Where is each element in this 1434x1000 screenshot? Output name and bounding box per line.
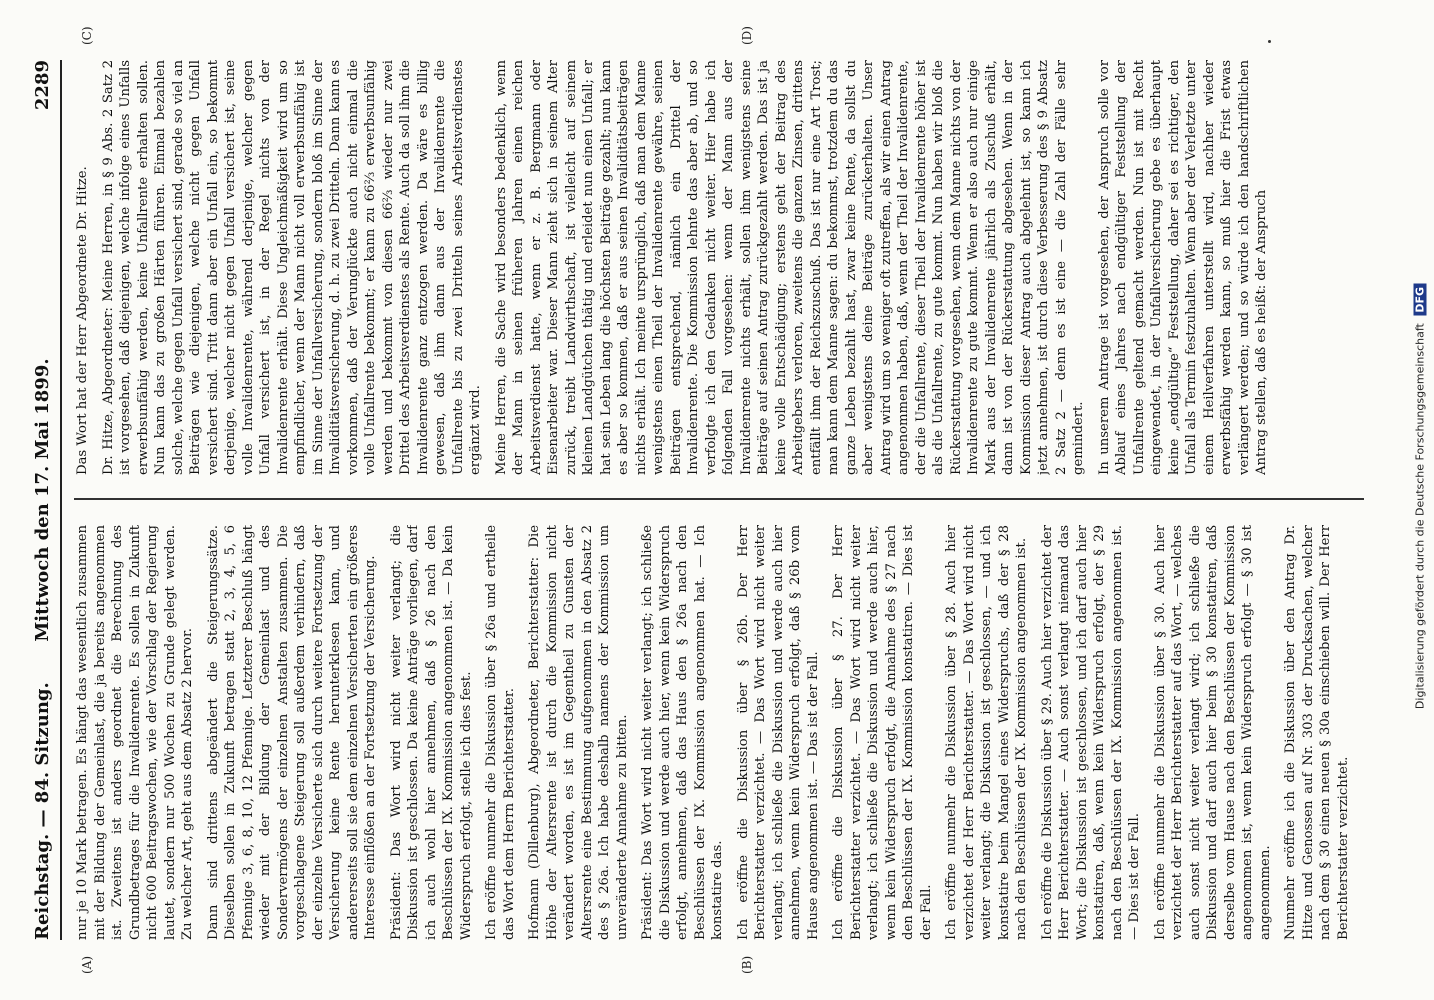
margin-marker-a: (A): [80, 955, 94, 974]
column-divider: [74, 499, 1364, 501]
paragraph: Dann sind drittens abgeändert die Steigerungssätze. Dieselben sollen in Zukunft betragen statt 2, 3, 4, 5, 6 Pfennige 3, 6, 8, 10, 12 Pfennige. Letzterer Beschluß hängt wieder mit der Bildung der Gemeinlast und des Sondervermögens der einzelnen Anstalten zusammen. Die vorgeschlagene Steigerung soll außerdem verhindern, daß der einzelne Versicherte sich durch weitere Fortsetzung der Versicherung keine Rente herunterklesen kann, und andererseits soll sie dem einzelnen Versicherten ein größeres Interesse einflößen an der Fortsetzung der Versicherung.: [205, 525, 378, 940]
left-text-column: [74, 525, 1364, 940]
paragraph: Meine Herren, die Sache wird besonders bedenklich, wenn der Mann in seinen früheren Jahren einen reichen Arbeitsverdienst hatte, wenn er z. B. Bergmann oder Eisenarbeiter war. Dieser Mann zieht sich in seinem Alter zurück, treibt Landwirthschaft, ist vielleicht auf seinem kleinen Landgütchen thätig und erleidet nun einen Unfall; er hat sein Leben lang die höchsten Beiträge gezahlt; nun kann es aber so kommen, daß er aus seinen Invaliditätsbeiträgen nichts erhält. Ich meinte ursprünglich, daß man dem Manne wenigstens einen Theil der Invalidenrente gewähre, seinen Beiträgen entsprechend, nämlich ein Drittel der Invalidenrente. Die Kommission lehnte das aber ab, und so verfolgte ich den Gedanken nicht weiter. Hier habe ich folgenden Fall vorgesehen: wenn der Mann aus der Invalidenrente nichts erhält, sollen ihm wenigstens seine Beiträge auf seinen Antrag zurückgezahlt werden. Das ist ja keine volle Entschädigung; erstens geht der Beitrag des Arbeitgebers verloren, zweitens die ganzen Zinsen, drittens entfällt ihm der Reichszuschuß. Das ist nur eine Art Trost; man kann dem Manne sagen: du bekommst, trotzdem du das ganze Leben bezahlt hast, zwar keine Rente, da sollst du aber wenigstens deine Beiträge zurückerhalten. Unser Antrag wird um so weniger oft zutreffen, als wir einen Antrag angenommen haben, daß, wenn der Theil der Invalidenrente, der die Unfallrente, dieser Theil der Invalidenrente höher ist als die Unfallrente, zu gute kommt. Nun haben wir bloß die Rückerstattung vorgesehen, wenn dem Manne nichts von der Invalidenrente zu gute kommt. Wenn er also auch nur einige Mark aus der Invalidenrente jährlich als Zuschuß erhält, dann ist von der Rückerstattung abgesehen. Wenn in der Kommission dieser Antrag auch abgelehnt ist, so kann ich jetzt annehmen, ist durch diese Verbesserung des § 9 Absatz 2 Satz 2 — denn es ist eine — die Zahl der Fälle sehr gemindert.: [493, 60, 1086, 475]
paragraph: Ich eröffne die Diskussion über § 27. Der Herr Berichterstatter verzichtet. — Das Wort wird nicht weiter verlangt; ich schließe die Diskussion und werde auch hier, wenn kein Widerspruch erfolgt, die Annahme des § 27 nach den Beschlüssen der IX. Kommission konstatiren. — Dies ist der Fall.: [831, 525, 934, 940]
paragraph: In unserem Antrage ist vorgesehen, der Anspruch solle vor Ablauf eines Jahres nach endgültiger Feststellung der Unfallrente geltend gemacht werden. Nun ist mit Recht eingewendet, in der Unfallversicherung gebe es überhaupt keine „endgültige“ Feststellung, daher sei es richtiger, den Unfall als Termin festzuhalten. Wenn aber der Verletzte unter einem Heilverfahren unterstellt wird, nachher wieder erwerbsfähig werden kann, so muß hier die Frist etwas verlängert werden; und so würde ich den handschriftlichen Antrag stellen, daß es heißt: der Anspruch: [1096, 60, 1269, 475]
header-session: Reichstag. — 84. Sitzung.: [32, 682, 53, 940]
page-header: [28, 60, 62, 940]
margin-marker-b: (B): [740, 955, 754, 974]
paper-speck: [1268, 40, 1271, 43]
paragraph: Ich eröffne nunmehr die Diskussion über § 28. Auch hier verzichtet der Herr Berichterstatter. — Das Wort wird nicht weiter verlangt; die Diskussion ist geschlossen, — und ich konstatire beim Mangel eines Widerspruchs, daß der § 28 nach den Beschlüssen der IX. Kommission angenommen ist.: [944, 525, 1029, 940]
paragraph: Ich eröffne die Diskussion über § 26b. Der Herr Berichterstatter verzichtet. — Das Wort wird nicht weiter verlangt; ich schließe die Diskussion und werde auch hier annehmen, wenn kein Widerspruch erfolgt, daß § 26b vom Hause angenommen ist. — Das ist der Fall.: [735, 525, 821, 940]
digitization-credit: [1410, 20, 1430, 980]
header-date: Mittwoch den 17. Mai 1899.: [32, 358, 53, 642]
paragraph: Präsident: Das Wort wird nicht weiter verlangt; die Diskussion ist geschlossen. Da keine Anträge vorliegen, darf ich auch wohl hier annehmen, daß § 26 nach den Beschlüssen der IX. Kommission angenommen ist. — Da kein Widerspruch erfolgt, stelle ich dies fest.: [388, 525, 474, 940]
header-page-number: 2289: [32, 60, 53, 111]
paragraph: Ich eröffne nunmehr die Diskussion über § 30. Auch hier verzichtet der Herr Berichterstatter auf das Wort, — welches auch sonst nicht weiter verlangt wird; ich schließe die Diskussion und darf auch hier beim § 30 konstatiren, daß derselbe vom Hause nach den Beschlüssen der Kommission angenommen ist, wenn kein Widerspruch erfolgt — § 30 ist angenommen.: [1152, 525, 1273, 940]
margin-marker-c: (C): [80, 26, 94, 45]
paragraph: Präsident: Das Wort wird nicht weiter verlangt; ich schließe die Diskussion und werde auch hier, wenn kein Widerspruch erfolgt, annehmen, daß das Haus den § 26a nach den Beschlüssen der IX. Kommission angenommen hat. — Ich konstatire das.: [640, 525, 725, 940]
paragraph: Hofmann (Dillenburg), Abgeordneter, Berichterstatter: Die Höhe der Altersrente ist durch die Kommission nicht verändert worden, es ist im Gegentheil zu Gunsten der Altersrente eine Bestimmung aufgenommen in den Absatz 2 des § 26a. Ich habe deshalb namens der Kommission um unveränderte Annahme zu bitten.: [527, 525, 630, 940]
credit-text: Digitalisierung gefördert durch die Deutsche Forschungsgemeinschaft: [1413, 323, 1427, 710]
paragraph: Ich eröffne die Diskussion über § 29. Auch hier verzichtet der Herr Berichterstatter. — Auch sonst verlangt niemand das Wort; die Diskussion ist geschlossen, und ich darf auch hier konstatiren, daß, wenn kein Widerspruch erfolgt, der § 29 nach den Beschlüssen der IX. Kommission angenommen ist. — Dies ist der Fall.: [1039, 525, 1142, 940]
paragraph: Dr. Hitze, Abgeordneter: Meine Herren, in § 9 Abs. 2 Satz 2 ist vorgesehen, daß diejenigen, welche infolge eines Unfalls erwerbsunfähig werden, keine Unfallrente erhalten sollen. Nun kann das zu großen Härten führen. Einmal bezahlen solche, welche gegen Unfall versichert sind, gerade so viel an Beiträgen wie diejenigen, welche nicht gegen Unfall versichert sind. Tritt dann aber ein Unfall ein, so bekommt derjenige, welcher nicht gegen Unfall versichert ist, seine volle Invalidenrente, während derjenige, welcher gegen Unfall versichert ist, in der Regel nichts von der Invalidenrente erhält. Diese Ungleichmäßigkeit wird um so empfindlicher, wenn der Mann nicht voll erwerbsunfähig ist im Sinne der Unfallversicherung, sondern bloß im Sinne der Invaliditätsversicherung, d. h. zu zwei Dritteln. Dann kann es vorkommen, daß der Verunglückte auch nicht einmal die volle Unfallrente bekommt; er kann zu 66⅔ erwerbsunfähig werden und bekommt von diesen 66⅔ wieder nur zwei Drittel des Arbeitsverdienstes als Rente. Auch da soll ihm die Invalidenrente ganz entzogen werden. Da wäre es billig gewesen, daß ihm dann aus der Invalidenrente die Unfallrente bis zu zwei Dritteln seines Arbeitsverdienstes ergänzt wird.: [100, 60, 483, 475]
paragraph: Das Wort hat der Herr Abgeordnete Dr. Hitze.: [75, 166, 90, 475]
right-text-column: [74, 60, 1364, 475]
margin-marker-d: (D): [740, 26, 754, 45]
paragraph: Nunmehr eröffne ich die Diskussion über den Antrag Dr. Hitze und Genossen auf Nr. 303 der Drucksachen, welcher nach dem § 30 einen neuen § 30a einschieben will. Der Herr Berichterstatter verzichtet.: [1283, 525, 1351, 940]
dfg-logo: DFG: [1414, 284, 1427, 316]
paragraph: Ich eröffne nunmehr die Diskussion über § 26a und ertheile das Wort dem Herrn Berichterstatter.: [484, 525, 517, 940]
paragraph: nur je 10 Mark betragen. Es hängt das wesentlich zusammen mit der Bildung der Gemeinlast, die ja bereits angenommen ist. Zweitens ist anders geordnet die Berechnung des Grundbetrages für die Invalidenrente. Es sollen in Zukunft nicht 600 Beitragswochen, wie der Vorschlag der Regierung lautet, sondern nur 500 Wochen zu Grunde gelegt werden. Zu welcher Art, geht aus dem Absatz 2 hervor.: [75, 525, 195, 940]
